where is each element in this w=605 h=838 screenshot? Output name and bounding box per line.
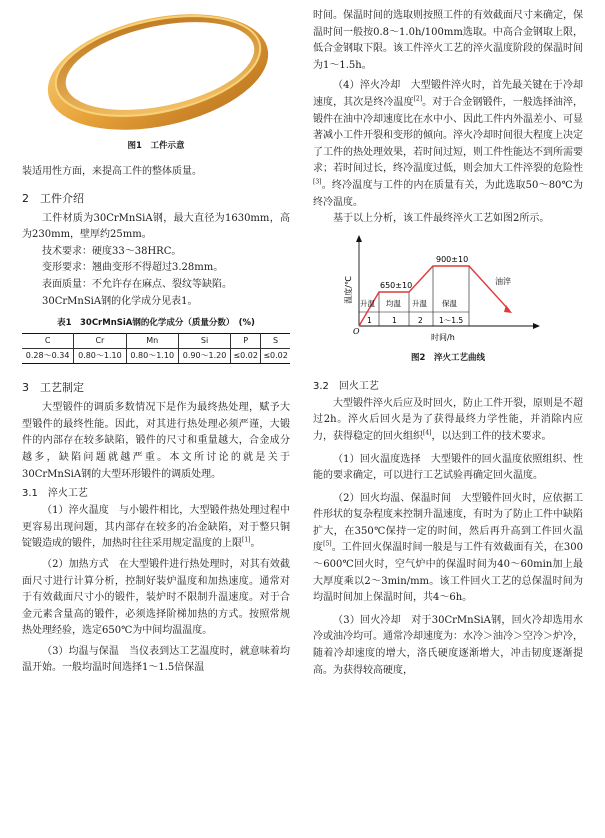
- table-header: Si: [178, 334, 230, 349]
- table-header: Cr: [74, 334, 126, 349]
- subsection-3-2-title: 3.2 回火工艺: [313, 380, 379, 392]
- duration-label: 1～1.5: [439, 315, 464, 325]
- soaking-paragraph: （3）均温与保温 当仪表到达工艺温度时，就意味着均温开始。一般均温时间选择1～1.5倍保温: [22, 645, 290, 674]
- figure-1: [22, 0, 290, 158]
- quench-cooling-text-b: 。对于合金钢锻件，一般选择油淬，锻件在油中冷却速度比在水中小、因此工件内外温差小、可显著减小工件开裂和变形的倾向。淬火冷却时间很大程度上决定了工件的热处理效果，若时间过短，则工件性能达不到所需要求；若时间过长，终冷温度过低，则会加大工件淬裂的危险性: [313, 96, 584, 175]
- material-paragraph: 工件材质为30CrMnSiA钢，最大直径为1630mm，高为230mm，壁厚约25mm。: [22, 212, 290, 241]
- section-3-title: 3 工艺制定: [22, 381, 84, 395]
- table-header-row: [22, 334, 290, 349]
- stage-label: 保温: [442, 298, 457, 308]
- quench-temperature-paragraph: [22, 503, 290, 553]
- figure-2-caption: 图2 淬火工艺曲线: [411, 352, 485, 363]
- surface-requirement: 表面质量：不允许存在麻点、裂纹等缺陷。: [42, 278, 232, 290]
- temp-650-label: 650±10: [380, 280, 413, 290]
- citation: [2]: [413, 95, 423, 103]
- y-axis-label: 温度/℃: [344, 275, 353, 304]
- hardness-requirement: 技术要求：硬度33～38HRC。: [42, 245, 182, 257]
- temp-900-label: 900±10: [436, 254, 469, 264]
- citation: [5]: [323, 541, 332, 549]
- section-2-title: 2 工件介绍: [22, 191, 84, 205]
- heating-method-paragraph: （2）加热方式 在大型锻件进行热处理时，对其有效截面尺寸进行计算分析，控制好装炉温度和加热速度。通常对于有效截面尺寸小的锻件，装炉时不限制升温速度。对于合金元素含量高的锻件，必须选择阶梯加热的方式。按照常规热处理经验，选定650℃为中间均温温度。: [22, 558, 290, 637]
- duration-label: 1: [392, 315, 397, 325]
- quench-cooling-text-c: 。终冷温度与工件的内在质量有关，为此选取50～80℃为终冷温度。: [313, 179, 583, 208]
- table-cell: 0.80～1.10: [74, 349, 126, 364]
- x-axis-label: 时间/h: [431, 332, 455, 342]
- tempering-intro-text-a: 大型锻件淬火后应及时回火，防止工件开裂，原则是不超过2h。淬火后回火是为了获得最终力学性能，并消除内应力，获得稳定的回火组织: [313, 397, 583, 442]
- table-cell: 0.80～1.10: [126, 349, 178, 364]
- origin-label: O: [353, 326, 360, 336]
- citation: [3]: [313, 178, 322, 186]
- composition-reference: 30CrMnSiA钢的化学成分见表1。: [42, 295, 198, 307]
- tempering-soaking-text-a: （2）回火均温、保温时间 大型锻件回火时，应依据工件形状的复杂程度来控制升温速度，有时为了防止工件中缺陷扩大，在350℃保持一定的时间，然后再升高到工件回火温度: [313, 492, 583, 554]
- section-3-paragraph: 大型锻件的调质多数情况下是作为最终热处理，赋予大型锻件的最终性能。因此，对其进行热处理必须严谨，大锻件的内部存在较多缺陷，锻件的尺寸和重量越大，合金成分越多，缺陷问题就越严重。本文所讨论的就是关于30CrMnSiA钢的大型环形锻件的调质处理。: [22, 402, 290, 480]
- duration-label: 2: [418, 315, 423, 325]
- process-curve: [359, 266, 509, 326]
- composition-table: [22, 333, 290, 364]
- soaking-continued-paragraph: 时间。保温时间的选取则按照工件的有效截面尺寸来确定，保温时间一般按0.8～1.0h/100mm选取。中高合金钢取上限，低合金钢取下限。该工件淬火工艺的淬火温度阶段的保温时间为1～1.5h。: [313, 10, 583, 71]
- quench-cooling-text-a: （4）淬火冷却 大型锻件淬火时，首先最关键在于冷却速度，其次是终冷温度: [313, 80, 583, 108]
- table-header: Mn: [126, 334, 178, 349]
- table-1-caption: 表1 30CrMnSiA钢的化学成分（质量分数） (%): [57, 318, 255, 329]
- table-row: [22, 349, 290, 364]
- quench-cooling-paragraph: [313, 78, 583, 211]
- tempering-soaking-paragraph: [313, 491, 583, 607]
- table-cell: ≤0.02: [261, 349, 290, 364]
- tempering-intro-text-b: ，以达到工件的技术要求。: [431, 430, 552, 442]
- stage-label: 升温: [360, 298, 375, 308]
- figure-2-intro: 基于以上分析，该工件最终淬火工艺如图2所示。: [333, 213, 550, 225]
- intro-end-paragraph: 装适用性方面，来提高工件的整体质量。: [22, 166, 202, 177]
- right-column: [313, 0, 583, 679]
- figure-1-caption: 图1 工件示意: [127, 141, 185, 151]
- table-cell: 0.90～1.20: [178, 349, 230, 364]
- table-header: S: [261, 334, 290, 349]
- left-column: [22, 0, 290, 677]
- duration-label: 1: [367, 315, 372, 325]
- ring-illustration: [22, 0, 290, 140]
- subsection-3-1-title: 3.1 淬火工艺: [22, 488, 88, 500]
- oil-quench-label: 油淬: [495, 276, 511, 286]
- table-cell: ≤0.02: [231, 349, 261, 364]
- stage-label: 均温: [386, 298, 401, 308]
- tempering-soaking-text-b: 。工件回火保温时间一般是与工件有效截面有关，在300～600℃回火时，空气炉中的保温时间为40～60min加上最大厚度乘以2～3min/mm。该工件回火工艺的总保温时间为均温时间加上保温时间，共4～6h。: [313, 542, 584, 604]
- y-axis-arrow: [356, 235, 362, 242]
- quench-process-chart: [313, 232, 583, 348]
- stage-label: 升温: [412, 298, 427, 308]
- tempering-cooling-paragraph: （3）回火冷却 对于30CrMnSiA钢，回火冷却选用水冷或油冷均可。通常冷却速度为：水冷＞油冷＞空冷＞炉冷，随着冷却速度的增大，洛氏硬度逐渐增大，冲击韧度逐渐提高。为获得较高硬度，: [313, 614, 583, 676]
- tempering-temperature-paragraph: （1）回火温度选择 大型锻件的回火温度依照组织、性能的要求确定，可以进行工艺试验再确定回火温度。: [313, 453, 583, 482]
- deformation-requirement: 变形要求：翘曲变形不得超过3.28mm。: [42, 262, 224, 274]
- tempering-intro-paragraph: [313, 396, 583, 446]
- x-axis-arrow: [533, 323, 540, 329]
- citation: [1]: [242, 536, 251, 544]
- table-header: P: [231, 334, 261, 349]
- citation: [4]: [423, 429, 432, 437]
- quench-temperature-text: （1）淬火温度 与小锻件相比，大型锻件热处理过程中更容易出现问题，其内部存在较多的冶金缺陷，对于整只铜锭锻造成的锻件，加热时往往采用规定温度的上限: [22, 505, 290, 550]
- period: 。: [250, 538, 261, 550]
- figure-2: [313, 232, 583, 366]
- table-header: C: [22, 334, 74, 349]
- table-cell: 0.28～0.34: [22, 349, 74, 364]
